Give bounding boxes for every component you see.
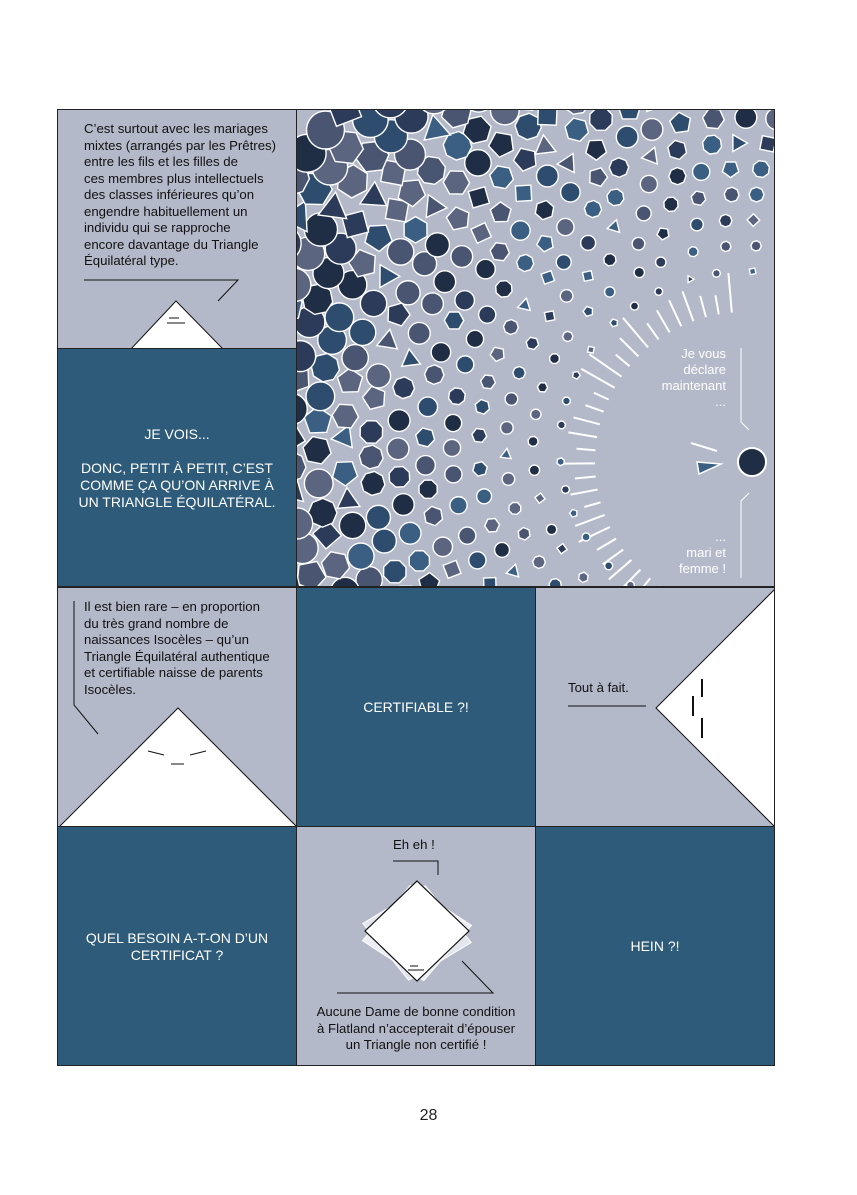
- crowd-figure: [590, 110, 613, 130]
- ray-line: [623, 318, 648, 348]
- crowd-figure: [581, 235, 596, 250]
- panel-5: [296, 587, 536, 827]
- crowd-figure: [387, 438, 409, 460]
- panel-8: [296, 826, 536, 1066]
- crowd-figure: [404, 217, 427, 243]
- crowd-figure: [655, 288, 663, 296]
- panel-7-text: [58, 930, 296, 964]
- crowd-figure: [616, 126, 638, 148]
- crowd-figure: [766, 110, 775, 130]
- crowd-figure: [479, 306, 496, 323]
- crowd-figure: [297, 451, 306, 482]
- crowd-figure: [304, 213, 337, 246]
- panel-1-art: [58, 110, 297, 349]
- crowd-figure: [337, 368, 362, 392]
- caption-line: individu qui se rapproche: [84, 220, 231, 235]
- crowd-figure: [475, 400, 489, 415]
- text-line: déclare: [683, 362, 726, 377]
- panel-2: [57, 348, 297, 587]
- caption-line: un Triangle non certifié !: [345, 1037, 487, 1052]
- crowd-figure: [641, 119, 663, 141]
- caption-line: ces membres plus intellectuels: [84, 170, 264, 186]
- crowd-figure: [518, 528, 530, 541]
- crowd-figure: [455, 291, 475, 311]
- crowd-figure: [538, 110, 557, 125]
- speech-top: [616, 346, 726, 410]
- crowd-figure: [380, 265, 400, 288]
- crowd-figure: [751, 241, 761, 251]
- crowd-figure: [506, 564, 518, 577]
- crowd-figure: [490, 202, 511, 222]
- page-number: 28: [419, 1107, 438, 1124]
- crowd-figure: [605, 562, 613, 570]
- crowd-figure: [446, 207, 468, 230]
- crowd-figure: [331, 577, 360, 587]
- crowd-figure: [747, 214, 760, 227]
- crowd-figure: [693, 163, 710, 180]
- crowd-figure: [630, 302, 638, 310]
- crowd-figure: [388, 410, 410, 432]
- crowd-figure: [721, 241, 731, 251]
- crowd-figure: [490, 166, 514, 189]
- crowd-figure: [610, 319, 617, 327]
- crowd-figure: [476, 259, 496, 279]
- crowd-figure: [490, 347, 504, 361]
- crowd-figure: [445, 466, 462, 483]
- crowd-figure: [396, 281, 420, 305]
- crowd-figure: [733, 135, 748, 152]
- caption-line: entre les fils et les filles de: [84, 154, 238, 169]
- crowd-figure: [668, 140, 687, 159]
- crowd-figure: [450, 497, 467, 514]
- text-line: maintenant: [661, 378, 726, 393]
- panel-6-art: [536, 588, 775, 827]
- crowd-figure: [719, 214, 732, 227]
- crowd-figure: [425, 365, 444, 385]
- caption-line: naissances Isocèles – qu’un: [84, 632, 249, 647]
- crowd-figure: [605, 287, 615, 297]
- crowd-figure: [604, 254, 616, 266]
- ray-line: [575, 515, 604, 526]
- crowd-figure: [749, 268, 756, 275]
- crowd-figure: [691, 218, 704, 231]
- crowd-figure: [360, 290, 386, 316]
- crowd-figure: [703, 135, 722, 154]
- crowd-figure: [321, 552, 349, 579]
- crowd-figure: [590, 168, 608, 187]
- crowd-figure: [556, 255, 571, 270]
- panel-5-text: CERTIFIABLE ?!: [363, 699, 469, 715]
- crowd-figure: [433, 537, 453, 557]
- crowd-figure: [444, 414, 461, 431]
- caption-line: à Flatland n’accepterait d’épouser: [317, 1020, 515, 1036]
- crowd-figure: [573, 372, 581, 380]
- crowd-figure: [513, 367, 526, 380]
- crowd-figure: [424, 506, 442, 525]
- crowd-figure: [500, 449, 511, 459]
- crowd-figure: [472, 429, 487, 443]
- crowd-figure: [495, 542, 510, 557]
- crowd-figure: [360, 421, 383, 444]
- crowd-figure: [388, 303, 410, 326]
- crowd-figure: [565, 118, 588, 141]
- caption-line: Aucune Dame de bonne condition: [316, 1004, 516, 1019]
- triangle-character: [656, 588, 775, 827]
- crowd-figure: [425, 233, 449, 257]
- crowd-figure: [563, 397, 571, 405]
- panel-6: [535, 587, 775, 827]
- crowd-figure: [518, 298, 531, 310]
- ray-line: [568, 432, 597, 437]
- text-line: ...: [715, 529, 726, 544]
- text-line: COMME ÇA QU’ON ARRIVE À: [80, 477, 274, 493]
- text-line: QUEL BESOIN A-T-ON D’UN: [85, 930, 269, 946]
- crowd-figure: [607, 189, 624, 206]
- ray-line: [700, 296, 706, 317]
- crowd-figure: [557, 218, 574, 235]
- crowd-figure: [392, 494, 414, 516]
- speech-bottom: [616, 529, 726, 577]
- crowd-figure: [402, 349, 421, 366]
- crowd-figure: [634, 267, 644, 277]
- crowd-figure: [647, 110, 667, 112]
- panel-9: [535, 826, 775, 1066]
- crowd-figure: [349, 319, 375, 345]
- crowd-figure: [579, 572, 589, 582]
- crowd-figure: [496, 281, 512, 297]
- crowd-figure: [642, 147, 658, 164]
- crowd-figure: [409, 551, 429, 571]
- crowd-figure: [363, 386, 385, 409]
- crowd-figure: [557, 458, 564, 466]
- ray-line: [584, 502, 600, 507]
- crowd-figure: [691, 191, 706, 205]
- crowd-figure: [586, 140, 607, 160]
- crowd-figure: [501, 422, 514, 435]
- crowd-figure: [502, 473, 515, 486]
- crowd-figure: [558, 421, 566, 429]
- ray-line: [597, 539, 616, 550]
- triangle-character: [58, 708, 297, 827]
- crowd-figure: [529, 465, 539, 475]
- crowd-figure: [431, 343, 451, 363]
- crowd-figure: [583, 271, 594, 282]
- crowd-figure: [359, 445, 383, 469]
- crowd-figure: [570, 509, 577, 517]
- crowd-figure: [550, 354, 560, 364]
- ray-line: [577, 449, 596, 450]
- crowd-figure: [337, 488, 360, 509]
- crowd-figure: [457, 356, 474, 373]
- caption-line: Il est bien rare – en proportion: [84, 599, 260, 614]
- ray-line: [647, 323, 658, 339]
- caption-line: Triangle Équilatéral authentique: [84, 648, 270, 664]
- crowd-figure: [749, 187, 764, 202]
- crowd-figure: [505, 393, 518, 406]
- crowd-figure: [546, 524, 556, 534]
- crowd-figure: [443, 439, 460, 456]
- ray-line: [594, 393, 609, 400]
- crowd-figure: [636, 206, 651, 221]
- crowd-figure: [473, 462, 487, 476]
- crowd-figure: [632, 237, 645, 250]
- crowd-figure: [537, 165, 559, 187]
- crowd-figure: [509, 502, 521, 514]
- panel-6-speech: Tout à fait.: [568, 680, 629, 695]
- crowd-figure: [444, 312, 464, 329]
- crowd-figure: [426, 195, 447, 218]
- crowd-figure: [484, 578, 497, 587]
- crowd-figure: [418, 397, 438, 417]
- crowd-figure: [416, 428, 435, 447]
- crowd-figure: [535, 493, 545, 503]
- ray-line: [682, 291, 693, 321]
- crowd-figure: [419, 573, 440, 587]
- text-line: UN TRIANGLE ÉQUILATÉRAL.: [78, 494, 276, 510]
- crowd-figure: [560, 290, 573, 303]
- crowd-figure: [562, 486, 570, 494]
- crowd-figure: [724, 187, 739, 202]
- crowd-figure: [377, 329, 398, 348]
- crowd-figure: [557, 544, 567, 554]
- crowd-figure: [443, 560, 461, 578]
- crowd-figure: [537, 383, 547, 392]
- crowd-figure: [443, 171, 469, 194]
- crowd-figure: [297, 201, 307, 232]
- crowd-figure: [669, 168, 686, 185]
- crowd-figure: [545, 311, 555, 322]
- caption-line: engendre habituellement un: [84, 203, 248, 219]
- crowd-figure: [582, 533, 590, 541]
- caption-line: des classes inférieures qu’on: [84, 187, 255, 202]
- crowd-figure: [517, 254, 534, 271]
- crowd-figure: [333, 462, 358, 486]
- crowd-figure: [688, 276, 694, 283]
- crowd-figure: [422, 293, 444, 315]
- caption-line: encore davantage du Triangle: [84, 236, 259, 252]
- crowd-figure: [722, 162, 738, 178]
- crowd-figure: [688, 247, 698, 257]
- crowd-figure: [469, 552, 486, 569]
- ray-line: [728, 273, 731, 312]
- crowd-figure: [332, 404, 358, 428]
- crowd-figure: [564, 110, 590, 114]
- text-line: Je vous: [681, 346, 726, 361]
- crowd-figure: [541, 271, 554, 284]
- crowd-figure: [393, 377, 415, 399]
- crowd-figure: [760, 136, 775, 152]
- ray-line: [574, 417, 600, 424]
- crowd-figure: [656, 257, 666, 267]
- crowd-figure: [451, 246, 473, 268]
- crowd-figure: [535, 135, 556, 154]
- crowd-figure: [533, 556, 546, 569]
- crowd-figure: [459, 527, 476, 544]
- crowd-figure: [342, 345, 368, 371]
- crowd-figure: [618, 110, 641, 119]
- priest-circle: [738, 448, 766, 476]
- crowd-figure: [504, 320, 519, 335]
- crowd-figure: [303, 437, 331, 464]
- crowd-figure: [557, 154, 574, 173]
- speech-bracket: [741, 493, 749, 578]
- crowd-figure: [339, 512, 365, 538]
- panel-3: [296, 109, 775, 587]
- crowd-figure: [584, 201, 601, 218]
- caption-line: mixtes (arrangés par les Prêtres): [84, 137, 277, 153]
- crowd-figure: [434, 271, 456, 293]
- crowd-figure: [561, 183, 581, 203]
- crowd-figure: [490, 243, 509, 261]
- crowd-figure: [367, 364, 391, 388]
- crowd-figure: [607, 220, 619, 233]
- crowd-figure: [489, 132, 514, 157]
- crowd-figure: [384, 561, 406, 583]
- text-line: mari et: [686, 545, 726, 560]
- text-line: JE VOIS...: [144, 426, 210, 442]
- crowd-figure: [387, 239, 413, 265]
- crowd-figure: [528, 436, 538, 446]
- caption-line: et certifiable naisse de parents: [84, 665, 263, 680]
- crowd-figure: [490, 110, 519, 125]
- crowd-figure: [477, 489, 492, 504]
- groom-triangle: [697, 462, 721, 474]
- crowd-figure: [535, 201, 553, 220]
- panel-2-text: [58, 426, 296, 511]
- speech-bracket: [741, 348, 749, 430]
- caption-line: Équilatéral type.: [84, 253, 179, 268]
- caption-line: C’est surtout avec les mariages: [84, 121, 268, 136]
- ray-line: [640, 578, 651, 587]
- crowd-figure: [657, 228, 669, 240]
- ray-line: [715, 295, 718, 314]
- crowd-figure: [466, 330, 483, 347]
- ray-line: [657, 310, 670, 332]
- caption-line: du très grand nombre de: [84, 615, 229, 631]
- crowd-figure: [537, 236, 553, 252]
- crowd-figure: [366, 505, 390, 529]
- crowd-figure: [583, 307, 592, 317]
- crowd-figure: [389, 467, 410, 488]
- panel-7: [57, 826, 297, 1066]
- panel-1: [57, 109, 297, 349]
- text-line: DONC, PETIT À PETIT, C’EST: [81, 460, 273, 476]
- text-line: femme !: [679, 561, 726, 576]
- crowd-figure: [306, 382, 335, 411]
- crowd-figure: [609, 158, 629, 178]
- crowd-figure: [511, 221, 531, 241]
- text-line: CERTIFICAT ?: [130, 947, 224, 963]
- panel-8-top-speech: Eh eh !: [393, 837, 435, 852]
- crowd-figure: [481, 375, 496, 389]
- crowd-figure: [703, 110, 725, 129]
- panel-4: [57, 587, 297, 827]
- crowd-figure: [713, 269, 721, 277]
- ray-line: [581, 369, 614, 388]
- crowd-figure: [670, 112, 691, 132]
- crowd-figure: [471, 223, 491, 244]
- crowd-figure: [304, 469, 333, 498]
- crowd-figure: [664, 197, 678, 211]
- crowd-figure: [485, 519, 500, 532]
- text-line: ...: [715, 394, 726, 409]
- crowd-figure: [361, 471, 385, 495]
- ray-line: [571, 490, 598, 495]
- crowd-figure: [348, 543, 374, 569]
- crowd-figure: [408, 322, 430, 344]
- panel-9-text: HEIN ?!: [630, 938, 680, 954]
- crowd-figure: [753, 161, 770, 178]
- bride-line: [691, 443, 717, 451]
- triangle-character: [130, 301, 224, 349]
- crowd-figure: [372, 529, 396, 553]
- panel-8-caption: [297, 1004, 535, 1054]
- crowd-figure: [399, 522, 421, 544]
- ray-line: [585, 405, 603, 412]
- crowd-figure: [531, 409, 541, 419]
- crowd-figure: [514, 148, 536, 171]
- crowd-figure: [416, 456, 436, 476]
- crowd-figure: [640, 175, 657, 192]
- crowd-figure: [468, 187, 489, 208]
- caption-line: Isocèles.: [84, 681, 137, 697]
- ray-line: [669, 300, 681, 326]
- ray-line: [575, 477, 596, 479]
- crowd-figure: [563, 331, 573, 341]
- crowd-figure: [449, 388, 466, 405]
- crowd-figure: [526, 337, 538, 349]
- crowd-figure: [515, 185, 531, 201]
- crowd-figure: [735, 110, 757, 128]
- crowd-figure: [419, 480, 437, 498]
- panel-4-art: [58, 588, 297, 827]
- crowd-figure: [588, 346, 595, 353]
- crowd-figure: [549, 579, 561, 587]
